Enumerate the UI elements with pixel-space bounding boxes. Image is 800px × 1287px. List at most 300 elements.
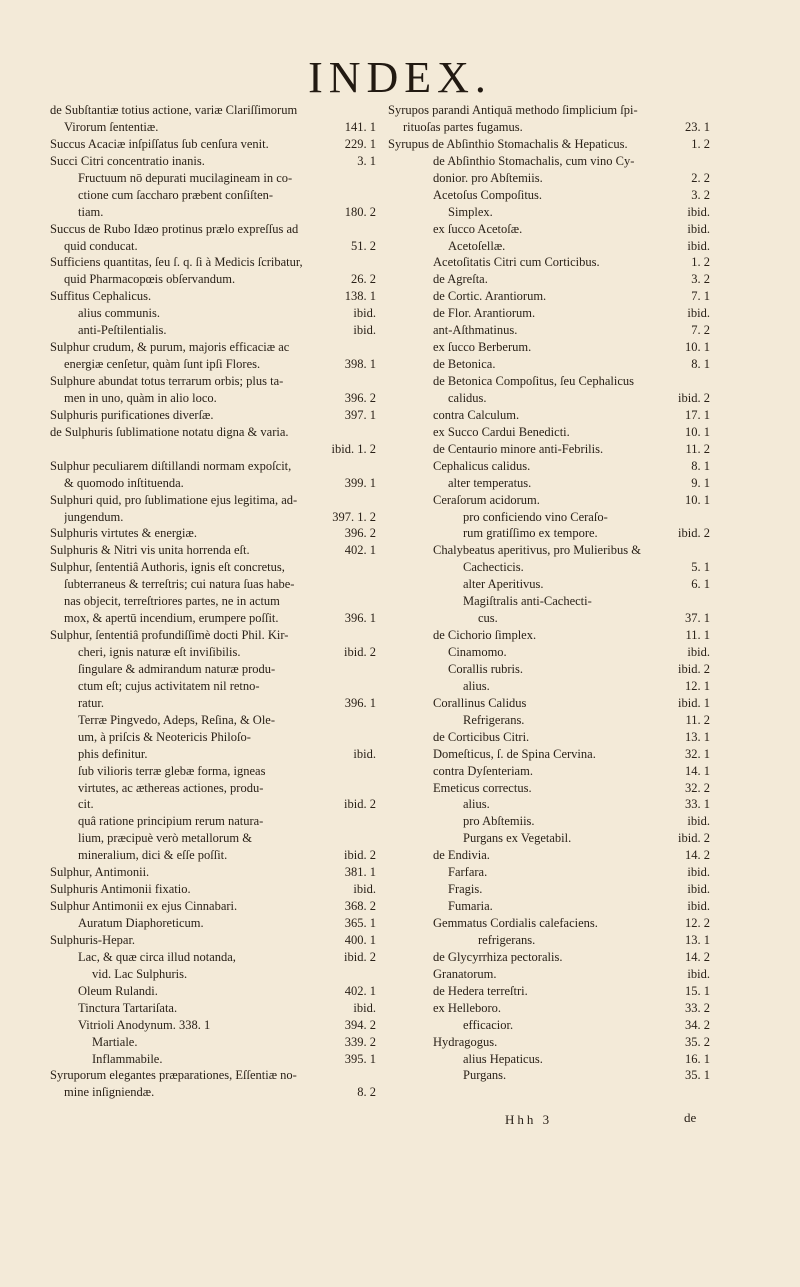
index-entry (50, 729, 376, 746)
entry-text: Martiale. (92, 1034, 138, 1049)
entry-text: ratur. (78, 695, 105, 710)
entry-text: Sulphur peculiarem diſtillandi normam expoſcit, (50, 458, 292, 473)
entry-text: de Subſtantiæ totius actione, variæ Clariſſimorum (50, 103, 298, 117)
index-entry (388, 644, 710, 661)
entry-page-ref: 141. 1 (344, 119, 376, 134)
entry-page-ref: 381. 1 (344, 865, 376, 880)
entry-page-ref: ibid. 1. 2 (331, 441, 376, 456)
page-title: INDEX. (308, 53, 492, 102)
entry-text: jungendum. (64, 509, 124, 524)
entry-text: Ceraſorum acidorum. (433, 492, 540, 507)
entry-page-ref: ibid. (687, 865, 710, 880)
index-entry (388, 966, 710, 983)
entry-text: ctum eſt; cujus activitatem nil retno- (78, 678, 260, 693)
entry-text: ſingulare & admirandum naturæ produ- (78, 661, 276, 676)
index-entry (50, 492, 376, 509)
entry-text: rum gratiſſimo ex tempore. (463, 526, 598, 541)
entry-text: Sulphuris purificationes diverſæ. (50, 407, 214, 422)
entry-text: Sulphuris & Nitri vis unita horrenda eſt. (50, 543, 250, 558)
entry-page-ref: ibid. (687, 966, 710, 981)
entry-page-ref: 399. 1 (344, 475, 376, 490)
entry-text: Emeticus correctus. (433, 780, 532, 795)
entry-page-ref: ibid. 2 (344, 797, 376, 812)
entry-text: Sulphuris virtutes & energiæ. (50, 526, 197, 541)
entry-text: Terræ Pingvedo, Adeps, Reſina, & Ole- (78, 712, 276, 727)
index-entry (388, 1000, 710, 1017)
entry-page-ref: 396. 1 (344, 695, 376, 710)
index-entry (50, 322, 376, 339)
index-entry (50, 780, 376, 797)
entry-text: Sulphur crudum, & purum, majoris efficaciæ ac (50, 340, 290, 355)
entry-page-ref: 402. 1 (344, 983, 376, 998)
entry-text: quid conducat. (64, 238, 138, 253)
index-entry (50, 373, 376, 390)
entry-page-ref: 26. 2 (351, 272, 376, 287)
entry-page-ref: ibid. 2 (678, 526, 710, 541)
entry-text: Sulphur, ſententiâ Authoris, ignis eſt concretus, (50, 560, 285, 575)
index-entry (50, 610, 376, 627)
index-entry (388, 1017, 710, 1034)
entry-page-ref: 365. 1 (344, 916, 376, 930)
index-entry (50, 881, 376, 898)
entry-text: ant-Aſthmatinus. (433, 323, 518, 338)
index-entry (388, 949, 710, 966)
entry-page-ref: 7. 1 (691, 289, 710, 304)
entry-page-ref: 2. 2 (691, 170, 710, 185)
entry-page-ref: 17. 1 (685, 407, 710, 422)
entry-page-ref: ibid. (353, 306, 376, 321)
entry-text: cheri, ignis naturæ eſt inviſibilis. (78, 645, 241, 659)
entry-text: alter Aperitivus. (463, 577, 544, 592)
entry-page-ref: ibid. (687, 306, 710, 321)
entry-text: men in uno, quàm in alio loco. (64, 390, 217, 405)
entry-text: mine inſigniendæ. (64, 1085, 155, 1100)
entry-page-ref: 11. 1 (685, 628, 710, 643)
index-entry (50, 441, 376, 458)
entry-text: mineralium, dici & eſſe poſſit. (78, 848, 228, 863)
index-entry (388, 475, 710, 492)
index-entry (388, 492, 710, 509)
entry-page-ref: 402. 1 (344, 543, 376, 558)
entry-page-ref: 229. 1 (344, 136, 376, 151)
index-entry (50, 458, 376, 475)
index-entry (388, 356, 710, 373)
entry-text: donior. pro Abſtemiis. (433, 170, 543, 185)
entry-page-ref: 8. 1 (691, 357, 710, 372)
entry-text: Purgans. (463, 1068, 507, 1083)
index-entry (50, 525, 376, 542)
index-entry (388, 678, 710, 695)
entry-page-ref: 7. 2 (691, 323, 710, 338)
index-entry (388, 542, 710, 559)
entry-text: contra Calculum. (433, 407, 520, 422)
entry-page-ref: 14. 1 (685, 763, 710, 778)
entry-text: alius communis. (78, 306, 160, 321)
entry-text: alius. (463, 678, 490, 693)
entry-text: Tinctura Tartariſata. (78, 1000, 178, 1015)
index-entry (50, 983, 376, 1000)
index-entry (388, 712, 710, 729)
entry-text: Corallinus Calidus (433, 695, 527, 710)
entry-text: anti-Peſtilentialis. (78, 323, 167, 338)
entry-text: quâ ratione principium rerum natura- (78, 814, 264, 829)
entry-text: Sulphuri quid, pro ſublimatione ejus legitima, ad- (50, 492, 298, 507)
index-entry (388, 170, 710, 187)
index-entry (50, 136, 376, 153)
left-column (50, 102, 376, 1101)
index-entry (50, 712, 376, 729)
entry-page-ref: ibid. (353, 1000, 376, 1015)
entry-page-ref: 33. 2 (685, 1000, 710, 1015)
entry-text: Sulphuris Antimonii fixatio. (50, 882, 191, 897)
entry-text: Cachecticis. (463, 560, 524, 575)
index-entry (50, 559, 376, 576)
index-entry (50, 509, 376, 526)
entry-text: alter temperatus. (448, 475, 532, 490)
index-entry (388, 932, 710, 949)
entry-page-ref: ibid. (687, 882, 710, 897)
entry-text: Sulphure abundat totus terrarum orbis; plus ta- (50, 374, 284, 388)
index-entry (388, 780, 710, 797)
entry-page-ref: 32. 2 (685, 780, 710, 795)
index-entry (50, 593, 376, 610)
entry-text: Syrupus de Abſinthio Stomachalis & Hepaticus. (388, 136, 628, 151)
index-entry (388, 305, 710, 322)
entry-text: nas objecit, terreſtriores partes, ne in actum (64, 594, 280, 609)
entry-page-ref: 23. 1 (685, 119, 710, 134)
entry-text: Purgans ex Vegetabil. (463, 831, 572, 846)
entry-text: Gemmatus Cordialis calefaciens. (433, 916, 598, 930)
entry-text: de Corticibus Citri. (433, 729, 530, 744)
index-entry (388, 204, 710, 221)
index-entry (50, 475, 376, 492)
entry-text: mox, & apertū incendium, erumpere poſſit. (64, 611, 279, 626)
index-entry (388, 627, 710, 644)
entry-page-ref: ibid. (687, 238, 710, 253)
index-entry (388, 102, 710, 119)
index-entry (388, 339, 710, 356)
entry-page-ref: 368. 2 (344, 899, 376, 914)
entry-page-ref: 180. 2 (344, 204, 376, 219)
entry-page-ref: ibid. 2 (678, 390, 710, 405)
entry-page-ref: 138. 1 (344, 289, 376, 304)
entry-page-ref: 51. 2 (351, 238, 376, 253)
entry-text: de Centaurio minore anti-Febrilis. (433, 441, 604, 456)
index-entry (388, 322, 710, 339)
entry-text: Syrupos parandi Antiquā methodo ſimplicium ſpi- (388, 103, 638, 117)
entry-text: Acetoſellæ. (448, 238, 506, 253)
index-entry (50, 813, 376, 830)
index-entry (388, 1034, 710, 1051)
entry-text: Succus de Rubo Idæo protinus prælo expreſſus ad (50, 221, 299, 236)
entry-text: Vitrioli Anodynum. 338. 1 (78, 1017, 211, 1032)
entry-page-ref: 34. 2 (685, 1017, 710, 1032)
index-entry (50, 915, 376, 932)
entry-page-ref: 35. 1 (685, 1068, 710, 1083)
entry-page-ref: 16. 1 (685, 1051, 710, 1066)
entry-text: Chalybeatus aperitivus, pro Mulieribus & (433, 543, 641, 558)
index-entry (50, 271, 376, 288)
index-entry (50, 254, 376, 271)
index-entry (50, 796, 376, 813)
entry-text: virtutes, ac æthereas actiones, produ- (78, 780, 264, 795)
entry-text: Fructuum nō depurati mucilagineam in co- (78, 170, 293, 185)
entry-text: Cinamomo. (448, 645, 507, 659)
entry-text: phis definitur. (78, 746, 148, 761)
entry-text: Acetoſitatis Citri cum Corticibus. (433, 255, 600, 270)
entry-page-ref: 6. 1 (691, 577, 710, 592)
entry-text: de Glycyrrhiza pectoralis. (433, 949, 563, 964)
entry-page-ref: 32. 1 (685, 746, 710, 761)
index-entry (50, 661, 376, 678)
entry-page-ref: ibid. 1 (678, 695, 710, 710)
entry-page-ref: 11. 2 (685, 441, 710, 456)
index-entry (50, 644, 376, 661)
entry-text: Sulphuris-Hepar. (50, 932, 136, 947)
entry-page-ref: 400. 1 (344, 932, 376, 947)
entry-text: de Betonica. (433, 357, 496, 372)
index-entry (50, 627, 376, 644)
index-entry (50, 170, 376, 187)
entry-text: Syruporum elegantes præparationes, Eſſentiæ no- (50, 1068, 297, 1083)
entry-page-ref: 397. 1. 2 (332, 509, 376, 524)
index-entry (388, 983, 710, 1000)
entry-page-ref: ibid. (353, 323, 376, 338)
index-entry (50, 187, 376, 204)
entry-text: rituoſas partes fugamus. (403, 119, 523, 134)
entry-page-ref: 10. 1 (685, 424, 710, 439)
entry-page-ref: 12. 1 (685, 678, 710, 693)
index-entry (50, 1000, 376, 1017)
entry-text: Domeſticus, ſ. de Spina Cervina. (433, 746, 596, 761)
entry-text: Fumaria. (448, 899, 493, 914)
index-entry (50, 898, 376, 915)
entry-page-ref: 11. 2 (685, 712, 710, 727)
index-entry (388, 864, 710, 881)
entry-text: Sulphur Antimonii ex ejus Cinnabari. (50, 899, 238, 914)
index-entry (388, 390, 710, 407)
entry-page-ref: 3. 1 (357, 153, 376, 168)
index-entry (388, 119, 710, 136)
index-entry (388, 695, 710, 712)
index-entry (388, 610, 710, 627)
entry-text: ex ſucco Acetoſæ. (433, 221, 523, 236)
entry-text: Magiſtralis anti-Cachecti- (463, 594, 592, 609)
entry-page-ref: ibid. (353, 746, 376, 761)
entry-text: Sulphur, Antimonii. (50, 865, 150, 880)
index-entry (388, 238, 710, 255)
index-entry (388, 271, 710, 288)
index-entry (50, 204, 376, 221)
index-entry (50, 305, 376, 322)
index-entry (388, 221, 710, 238)
entry-page-ref: 14. 2 (685, 848, 710, 863)
entry-text: refrigerans. (478, 932, 536, 947)
index-entry (50, 542, 376, 559)
index-entry (50, 1017, 376, 1034)
entry-text: de Agreſta. (433, 272, 488, 287)
entry-text: ex Helleboro. (433, 1000, 502, 1015)
entry-page-ref: 14. 2 (685, 949, 710, 964)
index-entry (388, 729, 710, 746)
entry-text: contra Dyſenteriam. (433, 763, 533, 778)
index-entry (388, 593, 710, 610)
entry-page-ref: 37. 1 (685, 611, 710, 626)
entry-text: Inflammabile. (92, 1051, 163, 1066)
index-entry (388, 373, 710, 390)
entry-text: ſubterraneus & terreſtris; cui natura ſuas habe- (64, 577, 295, 592)
entry-text: lium, præcipuè verò metallorum & (78, 831, 252, 846)
entry-page-ref: 398. 1 (344, 357, 376, 372)
entry-page-ref: ibid. 2 (678, 661, 710, 676)
index-entry (50, 238, 376, 255)
entry-page-ref: 35. 2 (685, 1034, 710, 1049)
index-entry (50, 102, 376, 119)
entry-text: de Cortic. Arantiorum. (433, 289, 547, 304)
index-entry (388, 288, 710, 305)
index-entry (388, 847, 710, 864)
entry-text: Fragis. (448, 882, 483, 897)
entry-text: energiæ cenſetur, quàm ſunt ipſi Flores. (64, 357, 261, 372)
entry-page-ref: 10. 1 (685, 492, 710, 507)
index-entry (50, 847, 376, 864)
signature-mark: Hhh 3 (505, 1112, 553, 1127)
entry-page-ref: ibid. (687, 899, 710, 914)
entry-text: ex ſucco Berberum. (433, 340, 532, 355)
entry-text: alius Hepaticus. (463, 1051, 543, 1066)
index-entry (388, 559, 710, 576)
index-entry (50, 221, 376, 238)
index-entry (388, 763, 710, 780)
entry-text: ſub vilioris terræ glebæ forma, igneas (78, 763, 266, 778)
index-entry (50, 695, 376, 712)
index-entry (388, 881, 710, 898)
index-entry (50, 288, 376, 305)
index-entry (388, 898, 710, 915)
entry-text: de Abſinthio Stomachalis, cum vino Cy- (433, 153, 635, 168)
index-entry (388, 407, 710, 424)
entry-text: efficacior. (463, 1017, 514, 1032)
entry-text: vid. Lac Sulphuris. (92, 966, 188, 981)
index-entry (50, 424, 376, 441)
entry-text: Hydragogus. (433, 1034, 498, 1049)
entry-page-ref: ibid. (687, 221, 710, 236)
entry-page-ref: 396. 1 (344, 611, 376, 626)
entry-page-ref: 339. 2 (344, 1034, 376, 1049)
index-entry (50, 830, 376, 847)
index-entry (388, 813, 710, 830)
entry-text: de Betonica Compoſitus, ſeu Cephalicus (433, 374, 635, 388)
index-entry (388, 424, 710, 441)
entry-page-ref: ibid. 2 (344, 949, 376, 964)
index-entry (50, 763, 376, 780)
entry-text: Oleum Rulandi. (78, 983, 158, 998)
index-entry (50, 932, 376, 949)
entry-page-ref: ibid. (687, 645, 710, 659)
entry-page-ref: ibid. (687, 814, 710, 829)
entry-text: & quomodo inſtituenda. (64, 475, 184, 490)
index-entry (388, 830, 710, 847)
entry-page-ref: 8. 1 (691, 458, 710, 473)
entry-page-ref: 13. 1 (685, 729, 710, 744)
index-entry (388, 576, 710, 593)
index-entry (388, 136, 710, 153)
entry-text: de Flor. Arantiorum. (433, 306, 536, 321)
entry-text: Acetoſus Compoſitus. (433, 187, 543, 202)
entry-page-ref: ibid. (687, 204, 710, 219)
index-entry (50, 864, 376, 881)
index-entry (50, 390, 376, 407)
index-entry (50, 339, 376, 356)
entry-text: Auratum Diaphoreticum. (78, 916, 204, 930)
entry-page-ref: ibid. 2 (344, 645, 376, 659)
entry-text: Farfara. (448, 865, 488, 880)
entry-text: ex Succo Cardui Benedicti. (433, 424, 570, 439)
entry-page-ref: 1. 2 (691, 255, 710, 270)
index-entry (388, 458, 710, 475)
entry-text: Sulphur, ſententiâ profundiſſimè docti Phil. Kir- (50, 628, 289, 643)
index-entry (50, 576, 376, 593)
entry-text: Granatorum. (433, 966, 497, 981)
entry-page-ref: 9. 1 (691, 475, 710, 490)
entry-text: pro conficiendo vino Ceraſo- (463, 509, 608, 524)
index-entry (50, 356, 376, 373)
entry-text: Lac, & quæ circa illud notanda, (78, 949, 236, 964)
index-entry (50, 1084, 376, 1101)
entry-text: Corallis rubris. (448, 661, 523, 676)
index-entry (50, 678, 376, 695)
index-entry (388, 796, 710, 813)
entry-page-ref: 395. 1 (344, 1051, 376, 1066)
index-entry (50, 1051, 376, 1068)
index-entry (50, 407, 376, 424)
entry-page-ref: 3. 2 (691, 272, 710, 287)
entry-page-ref: 1. 2 (691, 136, 710, 151)
entry-text: cus. (478, 611, 498, 626)
entry-text: cit. (78, 797, 94, 812)
index-entry (50, 1034, 376, 1051)
index-entry (388, 1067, 710, 1084)
entry-page-ref: 8. 2 (357, 1085, 376, 1100)
entry-text: quid Pharmacopœis obſervandum. (64, 272, 236, 287)
entry-page-ref: 15. 1 (685, 983, 710, 998)
entry-page-ref: ibid. 2 (344, 848, 376, 863)
entry-page-ref: ibid. 2 (678, 831, 710, 846)
entry-page-ref: ibid. (353, 882, 376, 897)
entry-text: tiam. (78, 204, 104, 219)
index-entry (388, 525, 710, 542)
entry-page-ref: 394. 2 (344, 1017, 376, 1032)
entry-page-ref: 396. 2 (344, 526, 376, 541)
entry-page-ref: 12. 2 (685, 916, 710, 930)
entry-text: de Hedera terreſtri. (433, 983, 528, 998)
index-entry (388, 1051, 710, 1068)
entry-page-ref: 5. 1 (691, 560, 710, 575)
entry-text: calidus. (448, 390, 487, 405)
entry-text: pro Abſtemiis. (463, 814, 535, 829)
entry-text: de Endivia. (433, 848, 490, 863)
entry-text: Succi Citri concentratio inanis. (50, 153, 205, 168)
entry-text: ctione cum ſaccharo præbent conſiſten- (78, 187, 274, 202)
entry-page-ref: 396. 2 (344, 390, 376, 405)
entry-text: Simplex. (448, 204, 493, 219)
index-entry (388, 661, 710, 678)
index-entry (50, 153, 376, 170)
index-entry (388, 746, 710, 763)
index-entry (388, 441, 710, 458)
entry-page-ref: 13. 1 (685, 932, 710, 947)
index-entry (50, 1067, 376, 1084)
